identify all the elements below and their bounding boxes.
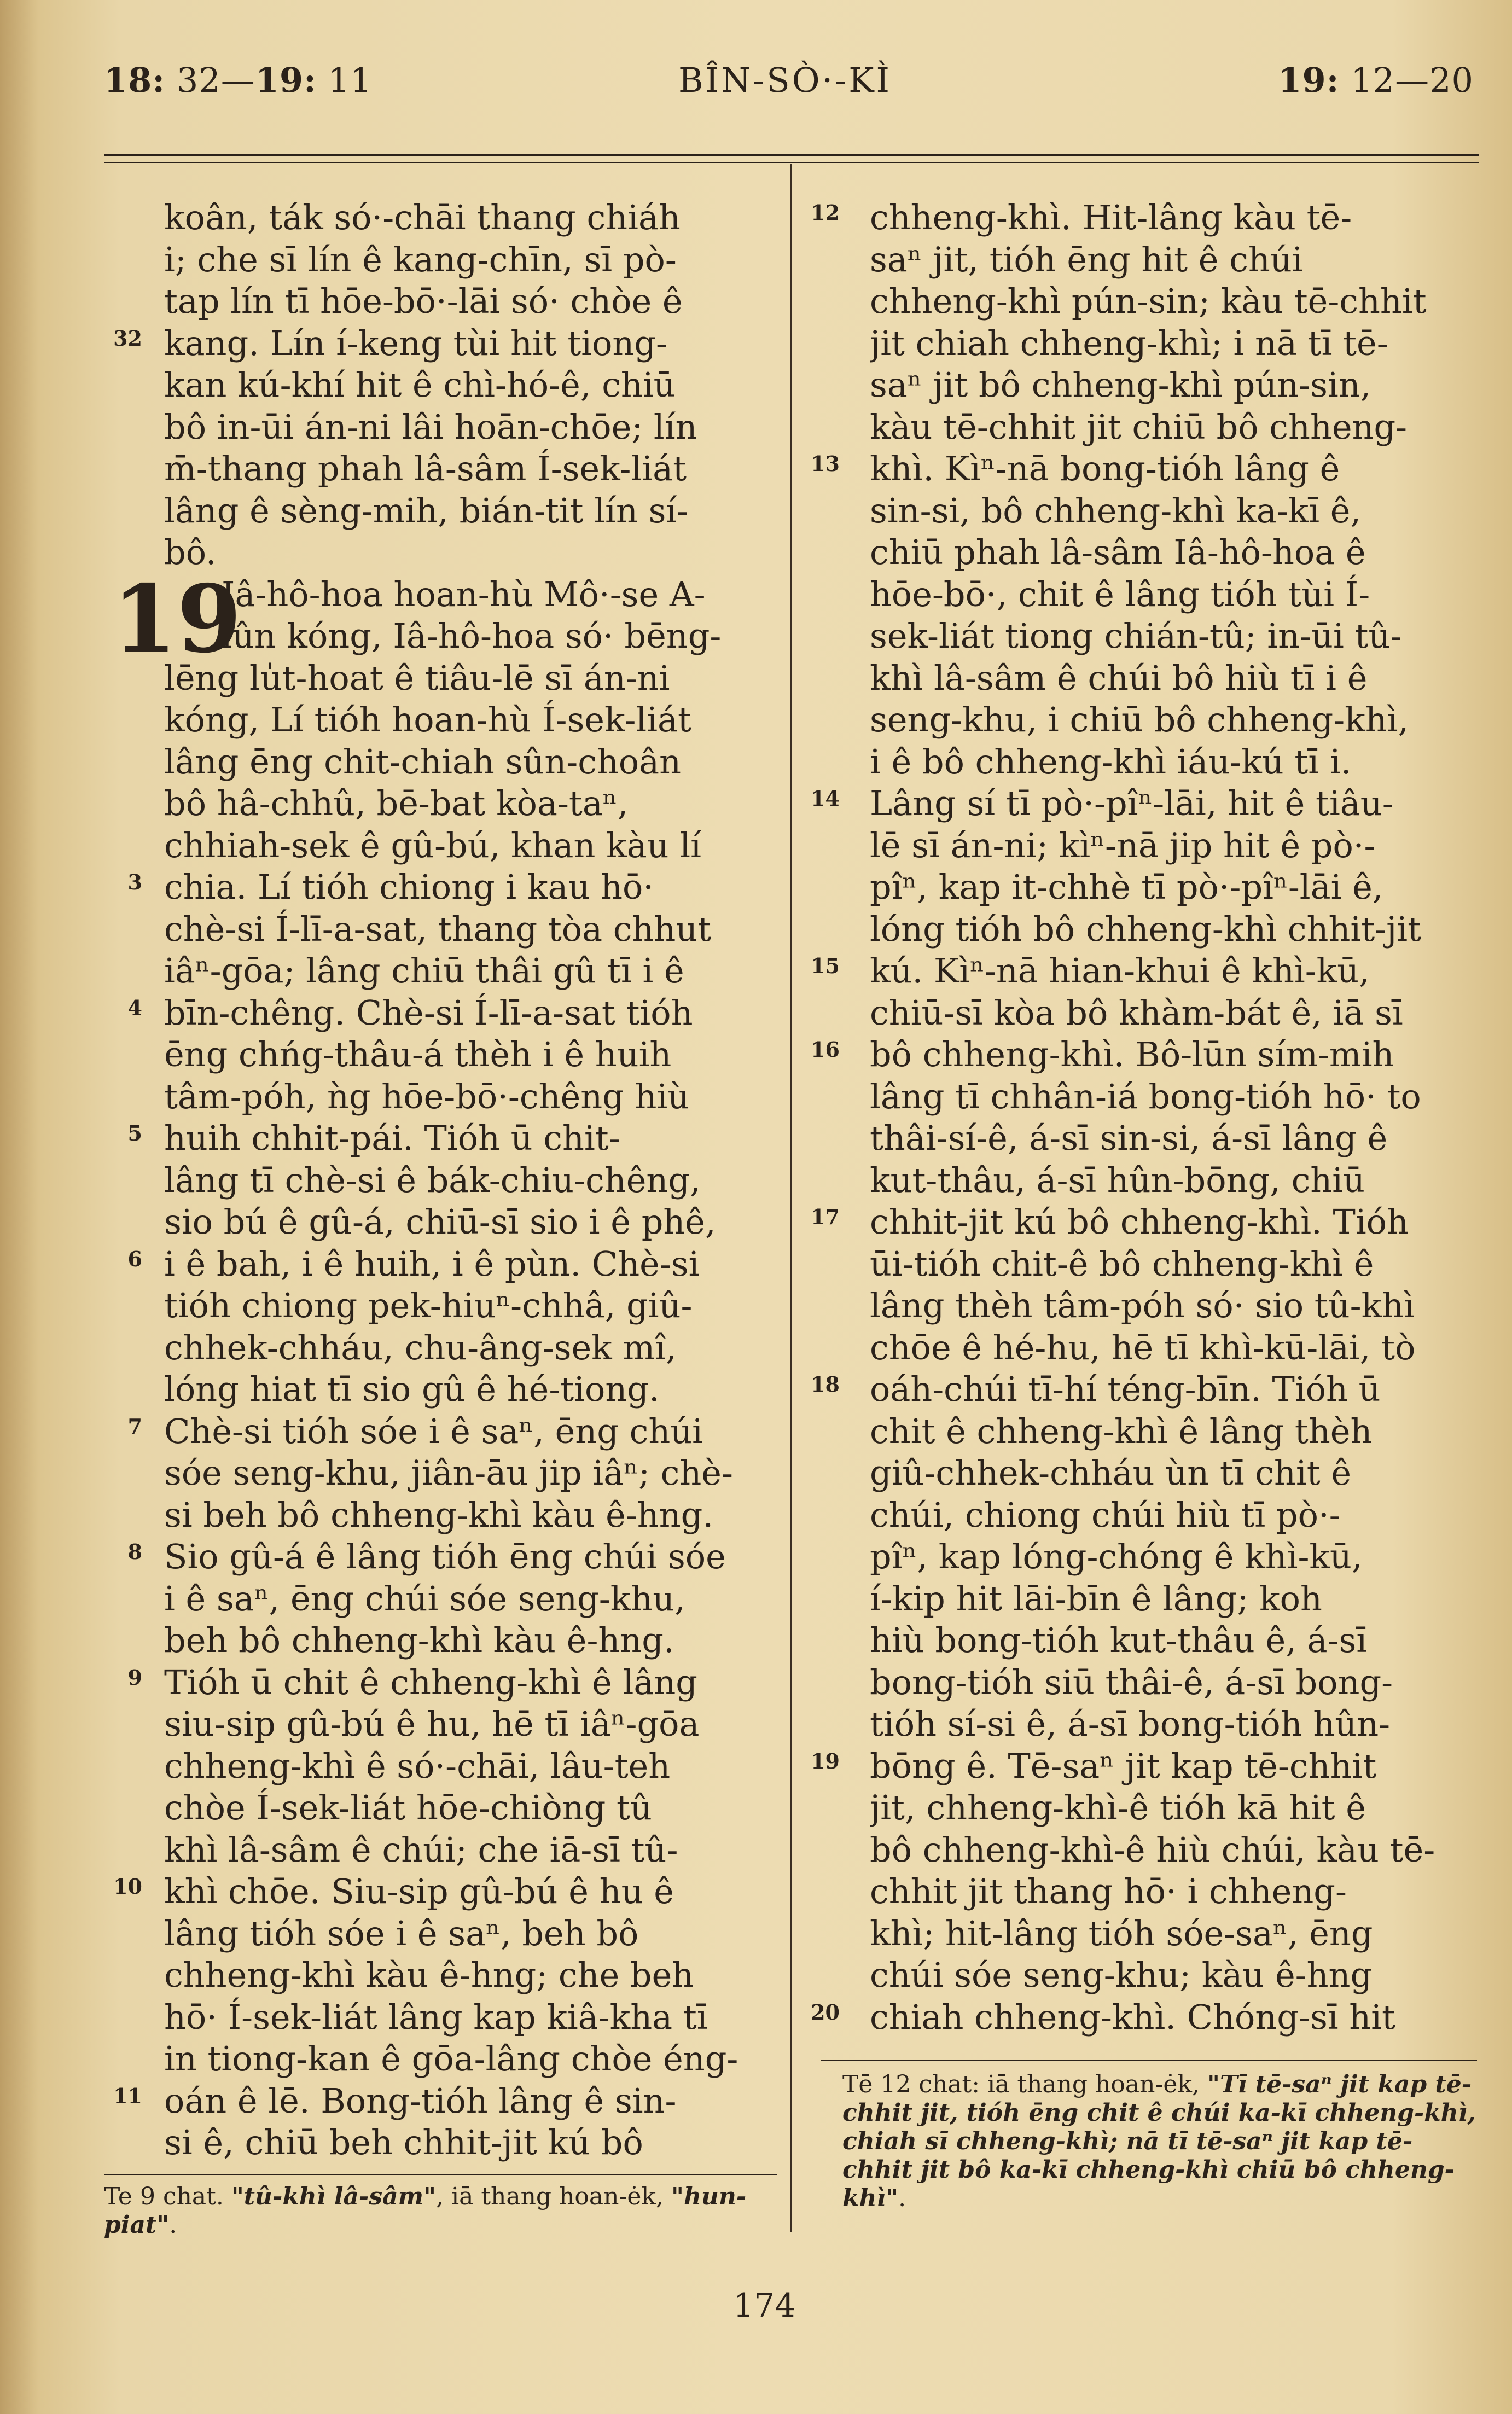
text-line: pîⁿ, kap lóng-chóng ê khì-kū, [870, 1537, 1363, 1577]
text-line: oán ê lē. Bong-tióh lâng ê sin- [164, 2080, 677, 2121]
text-line: kóng, Lí tióh hoan-hù Í-sek-liát [164, 700, 691, 740]
text-line: lâng ēng chit-chiah sûn-choân [164, 741, 682, 782]
text-line: sio bú ê gû-á, chiū-sī sio i ê phê, [164, 1202, 716, 1242]
text-line: Lâng sí tī pò·-pîⁿ-lāi, hit ê tiâu- [870, 783, 1394, 823]
text-line: bōng ê. Tē-saⁿ jit kap tē-chhit [870, 1746, 1377, 1786]
text-line: chhit jit thang hō· i chheng- [870, 1871, 1347, 1911]
left-footnote-mid: , iā thang hoan-ėk, [436, 2183, 672, 2211]
text-line: iâⁿ-gōa; lâng chiū thâi gû tī i ê [164, 951, 684, 991]
text-line: khì lâ-sâm ê chúi bô hiù tī i ê [870, 658, 1368, 698]
verse-number: 18 [811, 1372, 840, 1397]
left-footnote-note2: "hun-piat" [104, 2183, 747, 2239]
text-line: í-kip hit lāi-bīn ê lâng; koh [870, 1578, 1322, 1619]
text-line: i; che sī lín ê kang-chīn, sī pò- [164, 239, 677, 280]
left-footnote-note: "tû-khì lâ-sâm" [231, 2183, 437, 2211]
text-line: i ê bô chheng-khì iáu-kú tī i. [870, 741, 1352, 782]
header-right-chapter: 19: [1278, 60, 1340, 100]
verse-number: 14 [811, 786, 840, 811]
verse-number: 16 [811, 1037, 840, 1062]
text-line: tâm-póh, ǹg hōe-bō·-chêng hiù [164, 1076, 690, 1116]
text-line: bīn-chêng. Chè-si Í-lī-a-sat tióh [164, 992, 693, 1033]
text-line: chheng-khì ê só·-chāi, lâu-teh [164, 1746, 671, 1786]
text-line: bô hâ-chhû, bē-bat kòa-taⁿ, [164, 783, 629, 823]
text-line: lē sī án-ni; kìⁿ-nā jip hit ê pò·- [870, 825, 1376, 865]
text-line: in tiong-kan ê gōa-lâng chòe éng- [164, 2039, 738, 2079]
text-line: Sio gû-á ê lâng tióh ēng chúi sóe [164, 1537, 726, 1577]
text-line: tióh chiong pek-hiuⁿ-chhâ, giû- [164, 1285, 693, 1325]
text-line: bô in-ūi án-ni lâi hoān-chōe; lín [164, 406, 697, 447]
verse-number: 4 [127, 995, 142, 1020]
text-line: chiū phah lâ-sâm Iâ-hô-hoa ê [870, 532, 1366, 572]
text-line: chiū-sī kòa bô khàm-bát ê, iā sī [870, 992, 1403, 1033]
chapter-number: 19 [112, 564, 242, 674]
text-line: ēng chńg-thâu-á thèh i ê huih [164, 1034, 672, 1074]
verse-number: 8 [127, 1539, 142, 1564]
verse-number: 15 [811, 953, 840, 978]
text-line: pîⁿ, kap it-chhè tī pò·-pîⁿ-lāi ê, [870, 867, 1383, 907]
text-line: lâng ê sèng-mih, bián-tit lín sí- [164, 490, 689, 531]
text-line: saⁿ jit, tióh ēng hit ê chúi [870, 239, 1303, 280]
text-line: bong-tióh siū thâi-ê, á-sī bong- [870, 1662, 1393, 1702]
left-footnote-prefix: Te 9 chat. [104, 2183, 231, 2211]
text-line: chiah chheng-khì. Chóng-sī hit [870, 1997, 1395, 2037]
left-footnote-end: . [169, 2211, 177, 2239]
verse-number: 20 [811, 1999, 840, 2025]
text-line: tióh sí-si ê, á-sī bong-tióh hûn- [870, 1704, 1391, 1744]
text-line: khì. Kìⁿ-nā bong-tióh lâng ê [870, 449, 1340, 488]
verse-number: 5 [127, 1121, 142, 1145]
text-line: bô chheng-khì. Bô-lūn sím-mih [870, 1034, 1394, 1074]
text-line: chòe Í-sek-liát hōe-chiòng tû [164, 1788, 652, 1828]
verse-number: 32 [113, 325, 142, 351]
header-left-chapter2: 19: [255, 60, 317, 100]
text-line: lâng tī chè-si ê bák-chiu-chêng, [164, 1160, 701, 1200]
text-line: bô chheng-khì-ê hiù chúi, kàu tē- [870, 1829, 1435, 1870]
book-title: BÎN-SÒ·-KÌ [678, 60, 892, 100]
text-line: lóng hiat tī sio gû ê hé-tiong. [164, 1369, 660, 1409]
text-line: chheng-khì. Hit-lâng kàu tē- [870, 197, 1352, 237]
header-right-verse: 12—20 [1339, 60, 1474, 100]
text-line: m̄-thang phah lâ-sâm Í-sek-liát [164, 449, 687, 488]
text-line: hiù bong-tióh kut-thâu ê, á-sī [870, 1620, 1368, 1660]
verse-number: 17 [811, 1205, 840, 1229]
text-line: chhit-jit kú bô chheng-khì. Tióh [870, 1202, 1409, 1242]
text-line: bô. [164, 532, 217, 572]
verse-number: 6 [127, 1246, 142, 1271]
text-line: Tióh ū chit ê chheng-khì ê lâng [164, 1662, 697, 1702]
right-footnote-note: "Tī tē-saⁿ jit kap tē-chhit jit, tióh ēng chit ê chúi ka-kī chheng-khì, chiah sī chheng-khì; nā tī tē-saⁿ jit kap tē-chhit jit bô ka-kī chheng-khì chiū bô chheng-khì" [842, 2070, 1476, 2212]
header-verse-range-right [1278, 60, 1474, 100]
text-line: khì lâ-sâm ê chúi; che iā-sī tû- [164, 1829, 678, 1870]
header-left-verse2: 11 [316, 60, 373, 100]
left-column [164, 197, 771, 2164]
header-left-verse: 32— [165, 60, 255, 100]
text-line: khì chōe. Siu-sip gû-bú ê hu ê [164, 1871, 674, 1911]
text-line: huih chhit-pái. Tióh ū chit- [164, 1118, 620, 1158]
text-line: chúi sóe seng-khu; kàu ê-hng [870, 1955, 1373, 1995]
right-footnote-prefix: Tē 12 chat: iā thang hoan-ėk, [842, 2070, 1208, 2098]
text-line: si ê, chiū beh chhit-jit kú bô [164, 2122, 643, 2162]
text-line: Chè-si tióh sóe i ê saⁿ, ēng chúi [164, 1411, 703, 1451]
text-line: lóng tióh bô chheng-khì chhit-jit [870, 909, 1422, 949]
page-number: 174 [733, 2287, 796, 2325]
left-footnote [104, 2183, 777, 2240]
right-footnote-end: . [898, 2184, 906, 2212]
text-line: lâng tī chhân-iá bong-tióh hō· to [870, 1076, 1421, 1116]
text-line: saⁿ jit bô chheng-khì pún-sin, [870, 365, 1371, 405]
text-line: tap lín tī hōe-bō·-lāi só· chòe ê [164, 281, 683, 321]
text-line: lâng thèh tâm-póh só· sio tû-khì [870, 1285, 1415, 1325]
column-divider [790, 164, 792, 2232]
text-line: koân, ták só·-chāi thang chiáh [164, 197, 681, 237]
text-line: giû-chhek-chháu ùn tī chit ê [870, 1453, 1352, 1493]
text-line: sek-liát tiong chián-tû; in-ūi tû- [870, 616, 1402, 656]
right-footnote [842, 2070, 1477, 2213]
text-line: chhek-chháu, chu-âng-sek mî, [164, 1327, 677, 1368]
text-line: hō· Í-sek-liát lâng kap kiâ-kha tī [164, 1997, 708, 2037]
text-line: kú. Kìⁿ-nā hian-khui ê khì-kū, [870, 951, 1370, 991]
verse-number: 13 [811, 451, 840, 476]
verse-number: 7 [127, 1414, 142, 1439]
text-line: sóe seng-khu, jiân-āu jip iâⁿ; chè- [164, 1453, 733, 1493]
text-line: Iâ-hô-hoa hoan-hù Mô·-se A- [222, 574, 706, 614]
text-line: chit ê chheng-khì ê lâng thèh [870, 1411, 1373, 1451]
left-footnote-rule [104, 2174, 777, 2175]
verse-number: 9 [127, 1665, 142, 1690]
text-line: kàu tē-chhit jit chiū bô chheng- [870, 406, 1408, 447]
text-line: kan kú-khí hit ê chì-hó-ê, chiū [164, 365, 676, 405]
text-line: jit, chheng-khì-ê tióh kā hit ê [870, 1788, 1366, 1828]
right-footnote-rule [821, 2060, 1477, 2061]
text-line: chè-si Í-lī-a-sat, thang tòa chhut [164, 909, 712, 949]
text-line: beh bô chheng-khì kàu ê-hng. [164, 1620, 674, 1660]
text-line: chia. Lí tióh chiong i kau hō· [164, 867, 654, 907]
text-line: chúi, chiong chúi hiù tī pò·- [870, 1494, 1341, 1535]
text-line: khì; hit-lâng tióh sóe-saⁿ, ēng [870, 1913, 1373, 1953]
text-line: oáh-chúi tī-hí téng-bīn. Tióh ū [870, 1369, 1381, 1409]
text-line: chōe ê hé-hu, hē tī khì-kū-lāi, tò [870, 1327, 1416, 1368]
verse-number: 11 [113, 2083, 142, 2108]
text-line: chheng-khì pún-sin; kàu tē-chhit [870, 281, 1427, 321]
text-line: lēng lu̍t-hoat ê tiâu-lē sī án-ni [164, 658, 670, 698]
text-line: si beh bô chheng-khì kàu ê-hng. [164, 1494, 714, 1535]
text-line: jit chiah chheng-khì; i nā tī tē- [870, 323, 1388, 363]
text-line: thâi-sí-ê, á-sī sin-si, á-sī lâng ê [870, 1118, 1388, 1158]
text-line: lâng tióh sóe i ê saⁿ, beh bô [164, 1913, 639, 1953]
verse-number: 10 [113, 1874, 142, 1899]
text-line: siu-sip gû-bú ê hu, hē tī iâⁿ-gōa [164, 1704, 700, 1744]
text-line: kang. Lín í-keng tùi hit tiong- [164, 323, 667, 363]
text-line: ūi-tióh chit-ê bô chheng-khì ê [870, 1243, 1374, 1284]
verse-number: 19 [811, 1748, 840, 1773]
running-header [104, 60, 1474, 126]
text-line: hōe-bō·, chit ê lâng tióh tùi Í- [870, 574, 1370, 614]
page-edge-stain [0, 0, 38, 2414]
text-line: sin-si, bô chheng-khì ka-kī ê, [870, 490, 1362, 531]
header-left-chapter: 18: [104, 60, 166, 100]
text-line: chhiah-sek ê gû-bú, khan kàu lí [164, 825, 701, 865]
text-line: seng-khu, i chiū bô chheng-khì, [870, 700, 1409, 740]
right-column [870, 197, 1477, 2038]
header-rule-thin [104, 162, 1479, 163]
text-line: i ê saⁿ, ēng chúi sóe seng-khu, [164, 1578, 685, 1619]
text-line: kut-thâu, á-sī hûn-bōng, chiū [870, 1160, 1365, 1200]
text-line: lûn kóng, Iâ-hô-hoa só· bēng- [222, 616, 722, 656]
text-line: i ê bah, i ê huih, i ê pùn. Chè-si [164, 1243, 700, 1284]
verse-number: 12 [811, 200, 840, 225]
header-verse-range-left [104, 60, 373, 100]
text-line: chheng-khì kàu ê-hng; che beh [164, 1955, 694, 1995]
header-rule [104, 154, 1479, 156]
verse-number: 3 [127, 870, 142, 894]
